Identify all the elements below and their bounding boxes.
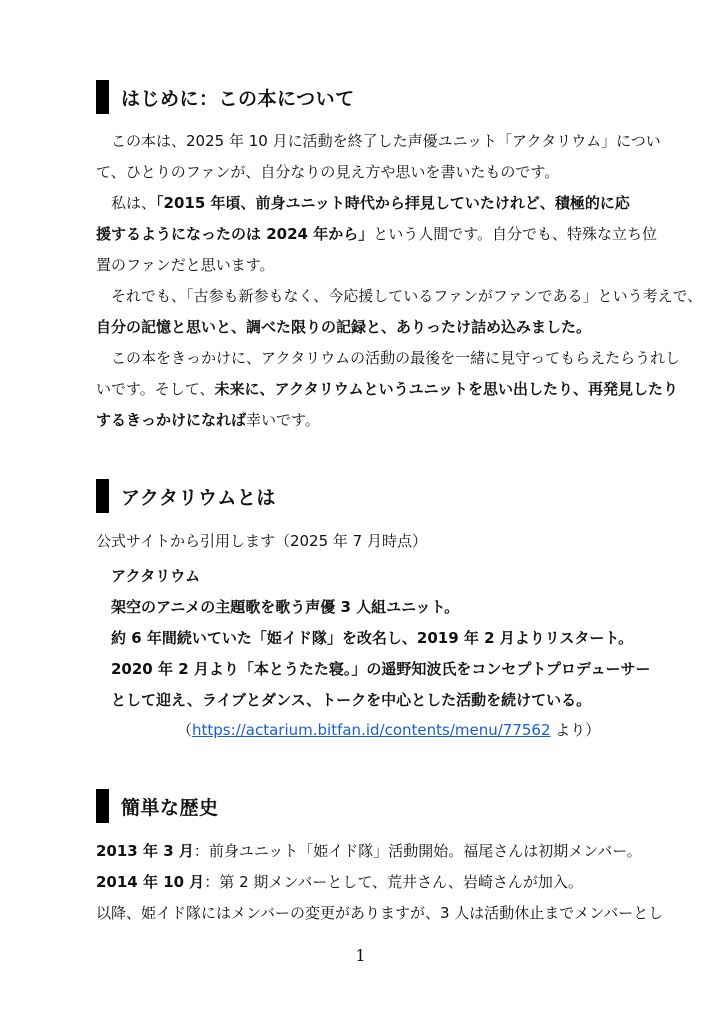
quote-line: 架空のアニメの主題歌を歌う声優 3 人組ユニット。 [111, 598, 460, 616]
section-heading-about [96, 479, 276, 513]
bold-text: 援するようになったのは 2024 年から」 [96, 225, 374, 243]
heading-bar-icon [96, 789, 109, 823]
bold-text: 「2015 年頃、前身ユニット時代から拝見していたけれど、積極的に応 [156, 194, 630, 212]
source-citation [177, 720, 600, 740]
heading-bar-icon [96, 479, 109, 513]
paren-close: より） [550, 721, 601, 739]
heading-text: アクタリウムとは [121, 486, 276, 509]
quote-line: として迎え、ライブとダンス、トークを中心とした活動を続けている。 [111, 691, 592, 709]
paragraph-line: この本は、2025 年 10 月に活動を終了した声優ユニット「アクタリウム」につい [111, 132, 661, 150]
history-entry [96, 872, 583, 892]
quote-intro: 公式サイトから引用します（2025 年 7 月時点） [96, 532, 427, 550]
paragraph-line [96, 193, 630, 213]
text-run: という人間です。自分でも、特殊な立ち位 [373, 225, 658, 243]
bold-text: 未来に、アクタリウムというユニットを思い出したり、再発見したり [214, 380, 679, 398]
text-run: いです。そして、 [96, 380, 215, 398]
source-link[interactable]: https://actarium.bitfan.id/contents/menu/77562 [192, 721, 551, 739]
section-heading-intro [96, 80, 355, 114]
paragraph-line: この本をきっかけに、アクタリウムの活動の最後を一緒に見守ってもらえたらうれし [111, 349, 681, 367]
history-text: ：第 2 期メンバーとして、荒井さん、岩崎さんが加入。 [204, 873, 583, 891]
heading-text: 簡単な歴史 [121, 796, 219, 819]
quote-line: 約 6 年間続いていた「姫イド隊」を改名し、2019 年 2 月よりリスタート。 [111, 629, 634, 647]
paragraph-line: 置のファンだと思います。 [96, 256, 275, 274]
paragraph-line [96, 379, 678, 399]
heading-text: はじめに：この本について [121, 87, 355, 110]
paren-open: （ [177, 721, 193, 739]
history-entry [96, 841, 642, 861]
history-text: ：前身ユニット「姫イド隊」活動開始。福尾さんは初期メンバー。 [193, 842, 642, 860]
text-run: 幸いです。 [246, 411, 320, 429]
section-heading-history [96, 789, 219, 823]
paragraph-line [96, 224, 657, 244]
paragraph-line: て、ひとりのファンが、自分なりの見え方や思いを書いたものです。 [96, 163, 560, 181]
quote-line: 2020 年 2 月より「本とうたた寝。」の遥野知波氏をコンセプトプロデューサー [111, 660, 651, 678]
bold-text: 自分の記憶と思いと、調べた限りの記録と、ありったけ詰め込みました。 [96, 318, 592, 336]
paragraph-line [96, 317, 591, 337]
history-date: 2014 年 10 月 [96, 873, 205, 891]
paragraph-line [96, 410, 320, 430]
text-run: 私は、 [111, 194, 157, 212]
heading-bar-icon [96, 80, 109, 114]
bold-text: するきっかけになれば [96, 411, 247, 429]
paragraph-line: 以降、姫イド隊にはメンバーの変更がありますが、3 人は活動休止までメンバーとし [96, 904, 664, 922]
page-number: 1 [355, 946, 366, 965]
paragraph-line: それでも、「古参も新参もなく、今応援しているファンがファンである」という考えで、 [111, 287, 703, 305]
history-date: 2013 年 3 月 [96, 842, 194, 860]
quote-line: アクタリウム [111, 567, 201, 585]
